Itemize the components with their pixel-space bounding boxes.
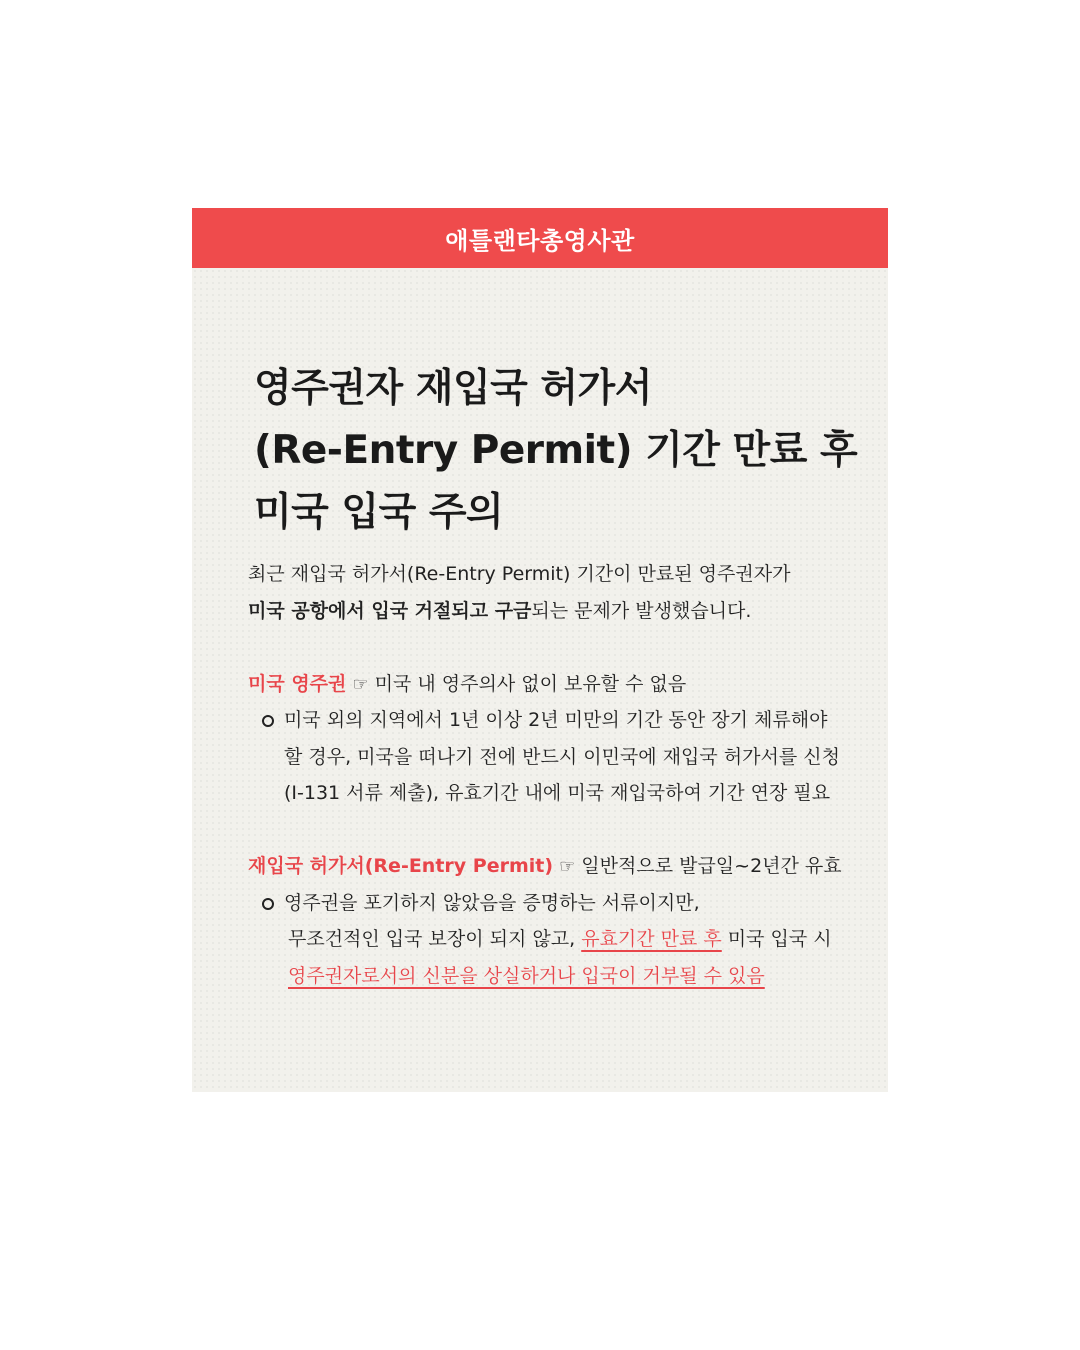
section2-bullet-line-2 xyxy=(248,921,868,958)
pointing-hand-icon: ☞ xyxy=(559,856,576,877)
section1-heading-line xyxy=(248,666,868,703)
bullet-circle-icon xyxy=(262,715,274,727)
title-line-1: 영주권자 재입국 허가서 xyxy=(254,366,652,411)
section2-bullet-line-1: 영주권을 포기하지 않았음을 증명하는 서류이지만, xyxy=(284,891,700,914)
intro-emphasis: 미국 공항에서 입국 거절되고 구금 xyxy=(248,599,532,622)
intro-line-1: 최근 재입국 허가서(Re-Entry Permit) 기간이 만료된 영주권자가 xyxy=(248,563,791,585)
notice-title xyxy=(254,358,874,544)
title-line-2: (Re-Entry Permit) 기간 만료 후 xyxy=(254,428,858,473)
pointing-hand-icon: ☞ xyxy=(352,673,369,695)
section2-bullet-line-2a: 무조건적인 입국 보장이 되지 않고, xyxy=(288,928,582,950)
bullet-circle-icon xyxy=(262,898,274,910)
section1-bullet-line-1: 미국 외의 지역에서 1년 이상 2년 미만의 기간 동안 장기 체류해야 xyxy=(284,709,828,731)
section2-desc: 일반적으로 발급일~2년간 유효 xyxy=(581,855,842,877)
consulate-banner xyxy=(192,208,888,268)
intro-line-2 xyxy=(248,593,868,630)
section2-bullet xyxy=(248,885,868,922)
notice-body xyxy=(248,556,868,994)
section1-bullet xyxy=(248,702,868,739)
section1-bullet-line-3: (I-131 서류 제출), 유효기간 내에 미국 재입국하여 기간 연장 필요 xyxy=(284,782,831,804)
title-line-3: 미국 입국 주의 xyxy=(254,490,504,535)
section2-bullet-line-3 xyxy=(248,958,868,995)
notice-card xyxy=(192,208,888,1092)
section1-heading: 미국 영주권 xyxy=(248,672,347,695)
section1-bullet-line-2: 할 경우, 미국을 떠나기 전에 반드시 이민국에 재입국 허가서를 신청 xyxy=(284,745,840,768)
status-loss-warning: 영주권자로서의 신분을 상실하거나 입국이 거부될 수 있음 xyxy=(288,964,765,987)
expiry-warning: 유효기간 만료 후 xyxy=(581,928,722,950)
section2-heading: 재입국 허가서(Re-Entry Permit) xyxy=(248,855,554,877)
section1-desc: 미국 내 영주의사 없이 보유할 수 없음 xyxy=(374,672,687,695)
section2-bullet-line-2b: 미국 입국 시 xyxy=(721,928,832,950)
intro-rest: 되는 문제가 발생했습니다. xyxy=(531,599,752,622)
banner-title: 애틀랜타총영사관 xyxy=(445,226,635,255)
section2-heading-line xyxy=(248,848,868,885)
